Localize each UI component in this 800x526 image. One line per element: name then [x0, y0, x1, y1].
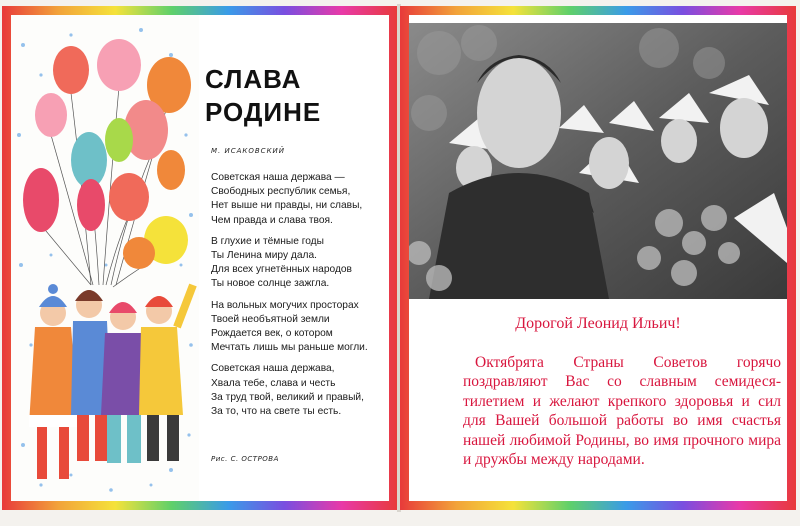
poem-line: За то, что на свете ты есть.: [211, 406, 342, 418]
poem-line: Для всех угнетённых народов: [211, 264, 352, 276]
poem-line: Свободных республик семья,: [211, 186, 351, 198]
poem-title: СЛАВА РОДИНЕ: [205, 64, 322, 127]
poem-stanza: [211, 299, 389, 356]
right-page-inner: [409, 15, 787, 501]
poem-line: На вольных могучих просторах: [211, 299, 359, 311]
poem-line: Советская наша держава,: [211, 363, 335, 375]
right-page: [400, 6, 796, 510]
left-page: [2, 6, 398, 510]
children: [29, 284, 193, 479]
balloons-children-illustration: [11, 15, 199, 501]
poem-stanza: [211, 171, 389, 228]
poem-line: Мечтать лишь мы раньше могли.: [211, 342, 368, 354]
pioneers-photo: [409, 23, 787, 299]
poem-line: В глухие и тёмные годы: [211, 235, 324, 247]
poem-stanza: [211, 362, 389, 419]
illustration-art: [11, 15, 199, 501]
poem-line: Чем правда и слава твоя.: [211, 214, 333, 226]
poem-line: Твоей необъятной земли: [211, 313, 330, 325]
poem-line: Ты Ленина миру дала.: [211, 250, 317, 262]
poem-author: М. ИСАКОВСКИЙ: [211, 147, 286, 155]
poem-stanza: [211, 235, 389, 292]
poem-line: Нет выше ни правды, ни славы,: [211, 200, 363, 212]
letter-body: Октябрята Страны Советов горячо поздравляют Вас со славным семидеся-тилетием и желают крепкого здоровья и сил для Вашей большой работы во имя счастья нашей любимой Родины, во имя прочного мира и дружбы между народами.: [463, 353, 781, 469]
poem-line: За труд твой, великий и правый,: [211, 391, 364, 403]
left-page-inner: [11, 15, 389, 501]
poem-line: Рождается век, о котором: [211, 328, 333, 340]
letter-greeting: Дорогой Леонид Ильич!: [515, 315, 681, 332]
illustrator-credit: Рис. С. ОСТРОВА: [211, 455, 279, 463]
photo-art: [409, 23, 787, 299]
poem-line: Советская наша держава —: [211, 172, 345, 183]
poem-line: Ты новое солнце зажгла.: [211, 278, 330, 290]
poem-text: [211, 171, 389, 426]
poem-line: Хвала тебе, слава и честь: [211, 377, 336, 389]
